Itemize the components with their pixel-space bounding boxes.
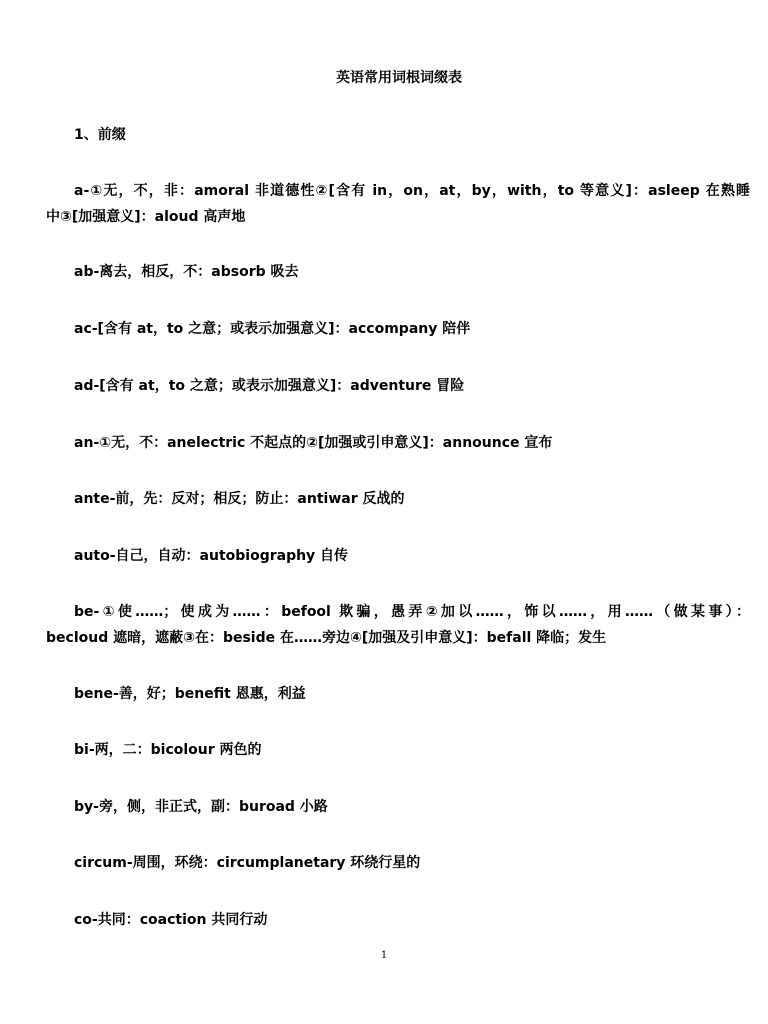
entry-an: an-①无，不：anelectric 不起点的②[加强或引申意义]：announce 宣布	[74, 435, 553, 451]
entry-be-line-1: be-①使……；使成为……：befool 欺骗，愚弄②加以……，饰以……，用……（做某事）：	[74, 604, 750, 620]
entry-ac: ac-[含有 at，to 之意；或表示加强意义]：accompany 陪伴	[74, 321, 471, 337]
entry-ad: ad-[含有 at，to 之意；或表示加强意义]：adventure 冒险	[74, 378, 465, 394]
entry-a-line-2: 中③[加强意义]：aloud 高声地	[46, 209, 246, 225]
section-heading: 1、前缀	[74, 127, 126, 143]
entry-auto: auto-自己，自动：autobiography 自传	[74, 548, 349, 564]
entry-co: co-共同：coaction 共同行动	[74, 912, 268, 928]
document-title: 英语常用词根词缀表	[336, 70, 462, 86]
entry-ante: ante-前，先：反对；相反；防止：antiwar 反战的	[74, 491, 405, 507]
entry-circum: circum-周围，环绕：circumplanetary 环绕行星的	[74, 855, 421, 871]
entry-ab: ab-离去，相反，不：absorb 吸去	[74, 264, 299, 280]
entry-by: by-旁，侧，非正式，副：buroad 小路	[74, 799, 328, 815]
page-number: 1	[380, 950, 388, 961]
entry-bi: bi-两，二：bicolour 两色的	[74, 742, 262, 758]
entry-be-line-2: becloud 遮暗，遮蔽③在：beside 在……旁边④[加强及引申意义]：befall 降临；发生	[46, 630, 607, 646]
entry-bene: bene-善，好；benefit 恩惠，利益	[74, 686, 306, 702]
entry-a-line-1: a-①无，不，非：amoral 非道德性②[含有 in，on，at，by，with，to 等意义]：asleep 在熟睡	[74, 183, 750, 199]
